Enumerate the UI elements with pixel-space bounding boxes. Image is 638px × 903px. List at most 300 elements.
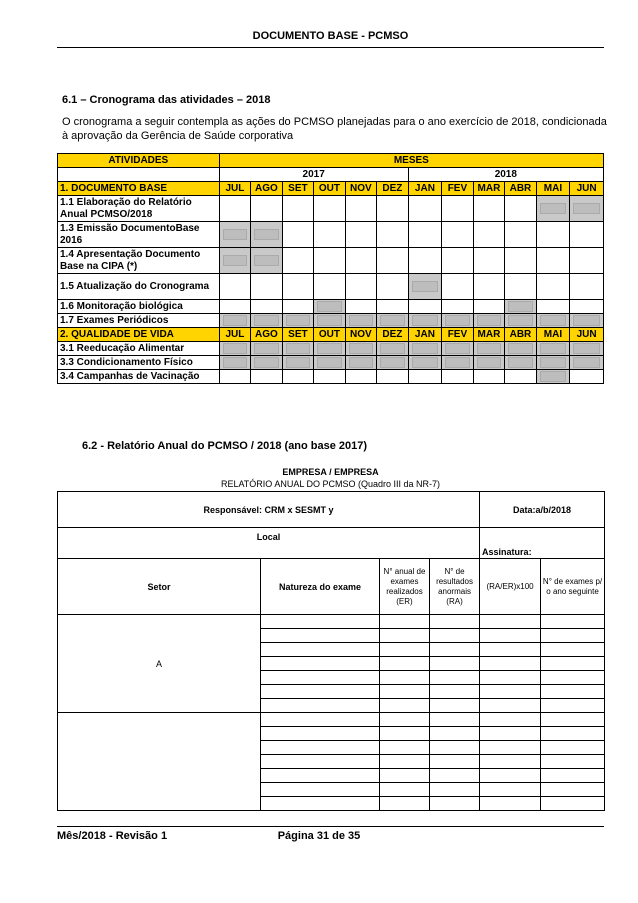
report-cell [430, 657, 480, 671]
empty-cell [570, 370, 604, 384]
report-cell [480, 629, 541, 643]
col-ra-header: N° de resultados anormais (RA) [430, 559, 480, 615]
local-cell: Local [58, 528, 480, 559]
empty-cell [314, 196, 346, 222]
activity-row [58, 356, 604, 370]
report-cell [480, 699, 541, 713]
scheduled-mark [223, 229, 248, 240]
month-header: NOV [345, 182, 377, 196]
atividades-header: ATIVIDADES [58, 154, 220, 168]
report-cell [430, 727, 480, 741]
report-row [58, 615, 605, 629]
scheduled-cell [251, 248, 283, 274]
empty-cell [442, 370, 474, 384]
scheduled-mark [412, 281, 439, 292]
empty-cell [345, 248, 377, 274]
scheduled-mark [349, 343, 374, 354]
month-header: FEV [442, 182, 474, 196]
empty-cell [442, 196, 474, 222]
scheduled-cell [282, 342, 314, 356]
scheduled-cell [377, 342, 409, 356]
empty-cell [377, 196, 409, 222]
report-cell [480, 671, 541, 685]
empty-cell [473, 370, 505, 384]
scheduled-mark [286, 343, 311, 354]
scheduled-cell [251, 356, 283, 370]
report-cell [541, 685, 605, 699]
assinatura-cell: Assinatura: [480, 528, 605, 559]
scheduled-cell [408, 356, 442, 370]
empty-cell [251, 300, 283, 314]
report-cell [430, 685, 480, 699]
scheduled-cell [314, 356, 346, 370]
report-cell [541, 671, 605, 685]
month-header: JUN [570, 182, 604, 196]
scheduled-cell [408, 342, 442, 356]
cronograma-year-row [58, 168, 604, 182]
report-cell [480, 615, 541, 629]
scheduled-cell [314, 300, 346, 314]
report-cell [541, 769, 605, 783]
empty-cell [505, 370, 537, 384]
scheduled-cell [505, 314, 537, 328]
report-cell [541, 713, 605, 727]
scheduled-mark [540, 357, 567, 368]
scheduled-mark [540, 203, 567, 214]
report-cell [430, 615, 480, 629]
scheduled-mark [286, 357, 311, 368]
activity-label: 1.4 Apresentação Documento Base na CIPA (*) [58, 248, 220, 274]
report-cell [261, 741, 380, 755]
col-natureza-header: Natureza do exame [261, 559, 380, 615]
meses-header: MESES [219, 154, 603, 168]
empty-cell [251, 196, 283, 222]
report-cell [261, 755, 380, 769]
scheduled-mark [317, 315, 342, 326]
scheduled-cell [408, 274, 442, 300]
month-header: AGO [251, 328, 283, 342]
month-header: JUN [570, 328, 604, 342]
report-cell [480, 657, 541, 671]
scheduled-cell [282, 314, 314, 328]
scheduled-mark [380, 357, 405, 368]
empty-cell [570, 222, 604, 248]
col-er-header: N° anual de exames realizados (ER) [380, 559, 430, 615]
report-cell [541, 615, 605, 629]
empty-cell [442, 300, 474, 314]
empty-cell [536, 222, 570, 248]
empty-cell [377, 300, 409, 314]
scheduled-cell [570, 356, 604, 370]
report-cell [261, 713, 380, 727]
empty-cell [570, 274, 604, 300]
scheduled-mark [477, 357, 502, 368]
report-cell [380, 671, 430, 685]
scheduled-mark [445, 357, 470, 368]
activity-label: 3.1 Reeducação Alimentar [58, 342, 220, 356]
activity-row [58, 274, 604, 300]
scheduled-cell [473, 356, 505, 370]
report-cell [261, 671, 380, 685]
scheduled-cell [570, 196, 604, 222]
empty-cell [408, 300, 442, 314]
month-header: MAI [536, 328, 570, 342]
scheduled-mark [254, 315, 279, 326]
month-header: JAN [408, 328, 442, 342]
scheduled-cell [536, 356, 570, 370]
empty-cell [473, 274, 505, 300]
scheduled-mark [573, 343, 600, 354]
empty-cell [505, 274, 537, 300]
report-cell [541, 755, 605, 769]
empty-cell [377, 248, 409, 274]
relatorio-subtitle: RELATÓRIO ANUAL DO PCMSO (Quadro III da NR-7) [220, 479, 441, 489]
report-cell [261, 615, 380, 629]
scheduled-cell [473, 342, 505, 356]
scheduled-cell [377, 356, 409, 370]
report-cell [261, 783, 380, 797]
report-cell [541, 783, 605, 797]
scheduled-mark [508, 301, 533, 312]
scheduled-cell [536, 370, 570, 384]
empty-cell [251, 274, 283, 300]
report-cell [380, 629, 430, 643]
activity-row [58, 196, 604, 222]
empty-cell [345, 222, 377, 248]
report-cell [430, 671, 480, 685]
scheduled-cell [442, 356, 474, 370]
activity-label: 1.7 Exames Periódicos [58, 314, 220, 328]
activity-label: 1.1 Elaboração do Relatório Anual PCMSO/2018 [58, 196, 220, 222]
month-header: SET [282, 182, 314, 196]
activity-label: 1.5 Atualização do Cronograma [58, 274, 220, 300]
scheduled-mark [317, 301, 342, 312]
scheduled-cell [442, 342, 474, 356]
group-title: 1. DOCUMENTO BASE [58, 182, 220, 196]
scheduled-mark [412, 343, 439, 354]
report-cell [480, 643, 541, 657]
activity-label: 1.3 Emissão DocumentoBase 2016 [58, 222, 220, 248]
report-cell [430, 713, 480, 727]
scheduled-mark [412, 315, 439, 326]
empty-cell [219, 300, 251, 314]
scheduled-cell [219, 342, 251, 356]
empty-cell [219, 196, 251, 222]
report-cell [480, 685, 541, 699]
section-6-1-heading: 6.1 – Cronograma das atividades – 2018 [62, 94, 271, 106]
scheduled-mark [349, 315, 374, 326]
scheduled-mark [445, 315, 470, 326]
empty-cell [282, 274, 314, 300]
scheduled-mark [380, 343, 405, 354]
month-header: NOV [345, 328, 377, 342]
scheduled-mark [223, 357, 248, 368]
report-cell [480, 783, 541, 797]
empty-cell [408, 196, 442, 222]
report-cell [261, 727, 380, 741]
activity-label: 1.6 Monitoração biológica [58, 300, 220, 314]
empty-cell [408, 248, 442, 274]
scheduled-mark [477, 343, 502, 354]
empty-cell [219, 274, 251, 300]
report-cell [430, 769, 480, 783]
empty-cell [408, 370, 442, 384]
report-cell [430, 699, 480, 713]
empty-cell [473, 300, 505, 314]
section-6-2-heading: 6.2 - Relatório Anual do PCMSO / 2018 (ano base 2017) [82, 440, 368, 452]
scheduled-mark [317, 357, 342, 368]
report-cell [541, 727, 605, 741]
report-cell [430, 741, 480, 755]
responsavel-cell: Responsável: CRM x SESMT y [58, 492, 480, 528]
report-cell [480, 769, 541, 783]
report-cell [380, 713, 430, 727]
year-2018: 2018 [408, 168, 603, 182]
report-cell [380, 741, 430, 755]
scheduled-mark [573, 357, 600, 368]
scheduled-mark [317, 343, 342, 354]
empty-cell [442, 248, 474, 274]
report-cell [380, 615, 430, 629]
report-cell [261, 629, 380, 643]
report-cell [541, 797, 605, 811]
report-cell [480, 741, 541, 755]
scheduled-mark [254, 229, 279, 240]
month-header: DEZ [377, 182, 409, 196]
scheduled-cell [442, 314, 474, 328]
scheduled-cell [505, 300, 537, 314]
scheduled-cell [345, 342, 377, 356]
month-header: ABR [505, 328, 537, 342]
scheduled-mark [286, 315, 311, 326]
month-header: JUL [219, 328, 251, 342]
report-cell [430, 783, 480, 797]
month-header: OUT [314, 182, 346, 196]
scheduled-cell [282, 356, 314, 370]
report-cell [480, 713, 541, 727]
scheduled-cell [219, 356, 251, 370]
report-cell [261, 657, 380, 671]
cronograma-table [57, 153, 604, 384]
report-cell [261, 699, 380, 713]
relatorio-table [57, 491, 605, 811]
footer-divider [57, 826, 604, 827]
activity-row [58, 222, 604, 248]
report-cell [380, 657, 430, 671]
report-cell [541, 657, 605, 671]
month-header: JAN [408, 182, 442, 196]
report-cell [430, 797, 480, 811]
empty-cell [219, 370, 251, 384]
report-cell [380, 755, 430, 769]
report-cell [380, 643, 430, 657]
scheduled-mark [540, 315, 567, 326]
empty-cell [505, 222, 537, 248]
activity-label: 3.4 Campanhas de Vacinação [58, 370, 220, 384]
scheduled-cell [219, 314, 251, 328]
scheduled-cell [570, 342, 604, 356]
footer-revision: Mês/2018 - Revisão 1 [57, 830, 168, 842]
data-cell: Data:a/b/2018 [480, 492, 605, 528]
empty-cell [314, 222, 346, 248]
empty-cell [345, 300, 377, 314]
scheduled-mark [223, 343, 248, 354]
scheduled-cell [345, 314, 377, 328]
scheduled-mark [540, 371, 567, 382]
scheduled-cell [219, 222, 251, 248]
report-cell [261, 685, 380, 699]
scheduled-mark [254, 343, 279, 354]
report-cell [541, 699, 605, 713]
empty-cell [345, 370, 377, 384]
empty-cell [314, 248, 346, 274]
month-header: FEV [442, 328, 474, 342]
empty-cell [314, 370, 346, 384]
scheduled-mark [445, 343, 470, 354]
group-header-row [58, 182, 604, 196]
setor-cell: A [58, 615, 261, 713]
activity-row [58, 314, 604, 328]
activity-row [58, 300, 604, 314]
scheduled-cell [473, 314, 505, 328]
scheduled-cell [536, 342, 570, 356]
col-ratio-header: (RA/ER)x100 [480, 559, 541, 615]
report-cell [380, 769, 430, 783]
empty-cell [282, 248, 314, 274]
scheduled-mark [380, 315, 405, 326]
empty-cell [473, 248, 505, 274]
report-cell [380, 699, 430, 713]
footer-page-number: Página 31 de 35 [277, 830, 361, 842]
empty-cell [282, 300, 314, 314]
empresa-label: EMPRESA / EMPRESA [282, 467, 379, 477]
empty-cell [314, 274, 346, 300]
empty-cell [251, 370, 283, 384]
report-cell [541, 643, 605, 657]
empty-cell [282, 222, 314, 248]
month-header: ABR [505, 182, 537, 196]
report-cell [480, 727, 541, 741]
scheduled-mark [573, 203, 600, 214]
empty-cell [536, 300, 570, 314]
empty-cell [536, 274, 570, 300]
empty-cell [505, 196, 537, 222]
report-cell [430, 643, 480, 657]
scheduled-cell [505, 342, 537, 356]
scheduled-cell [570, 314, 604, 328]
month-header: JUL [219, 182, 251, 196]
scheduled-cell [219, 248, 251, 274]
empty-cell [282, 370, 314, 384]
report-row [58, 713, 605, 727]
activity-row [58, 342, 604, 356]
empty-cell [570, 300, 604, 314]
scheduled-mark [254, 357, 279, 368]
scheduled-cell [251, 314, 283, 328]
scheduled-mark [223, 255, 248, 266]
activity-label: 3.3 Condicionamento Físico [58, 356, 220, 370]
scheduled-cell [314, 314, 346, 328]
scheduled-cell [345, 356, 377, 370]
scheduled-mark [477, 315, 502, 326]
scheduled-mark [412, 357, 439, 368]
scheduled-cell [536, 314, 570, 328]
group-header-row [58, 328, 604, 342]
section-6-1-paragraph: O cronograma a seguir contempla as ações do PCMSO planejadas para o ano exercício de 2018, condicionada à aprovação da Gerência de Saúde corporativa [62, 116, 607, 142]
empty-cell [282, 196, 314, 222]
empty-cell [505, 248, 537, 274]
report-cell [430, 629, 480, 643]
scheduled-cell [251, 342, 283, 356]
empty-cell [377, 222, 409, 248]
empty-cell [473, 196, 505, 222]
activity-row [58, 370, 604, 384]
month-header: MAI [536, 182, 570, 196]
empty-cell [536, 248, 570, 274]
report-cell [261, 797, 380, 811]
report-cell [261, 769, 380, 783]
empty-cell [377, 370, 409, 384]
scheduled-mark [508, 357, 533, 368]
scheduled-cell [408, 314, 442, 328]
scheduled-mark [349, 357, 374, 368]
cronograma-header-row [58, 154, 604, 168]
empty-cell [345, 274, 377, 300]
empty-cell [442, 222, 474, 248]
report-cell [261, 643, 380, 657]
month-header: DEZ [377, 328, 409, 342]
report-cell [380, 727, 430, 741]
empty-cell [345, 196, 377, 222]
scheduled-mark [508, 343, 533, 354]
month-header: OUT [314, 328, 346, 342]
report-cell [480, 755, 541, 769]
empty-cell [570, 248, 604, 274]
header-divider [57, 47, 604, 48]
document-header-title: DOCUMENTO BASE - PCMSO [252, 30, 409, 42]
month-header: AGO [251, 182, 283, 196]
col-setor-header: Setor [58, 559, 261, 615]
report-cell [541, 629, 605, 643]
scheduled-cell [536, 196, 570, 222]
scheduled-cell [505, 356, 537, 370]
report-cell [380, 797, 430, 811]
scheduled-mark [540, 343, 567, 354]
report-cell [430, 755, 480, 769]
report-cell [380, 685, 430, 699]
scheduled-mark [508, 315, 533, 326]
report-cell [480, 797, 541, 811]
month-header: MAR [473, 182, 505, 196]
scheduled-mark [223, 315, 248, 326]
month-header: MAR [473, 328, 505, 342]
scheduled-cell [251, 222, 283, 248]
empty-cell [377, 274, 409, 300]
year-2017: 2017 [219, 168, 408, 182]
scheduled-cell [377, 314, 409, 328]
month-header: SET [282, 328, 314, 342]
activity-row [58, 248, 604, 274]
report-cell [380, 783, 430, 797]
report-cell [541, 741, 605, 755]
scheduled-cell [314, 342, 346, 356]
scheduled-mark [254, 255, 279, 266]
group-title: 2. QUALIDADE DE VIDA [58, 328, 220, 342]
empty-cell [58, 168, 220, 182]
scheduled-mark [573, 315, 600, 326]
col-next-header: N° de exames p/ o ano seguinte [541, 559, 605, 615]
empty-cell [408, 222, 442, 248]
